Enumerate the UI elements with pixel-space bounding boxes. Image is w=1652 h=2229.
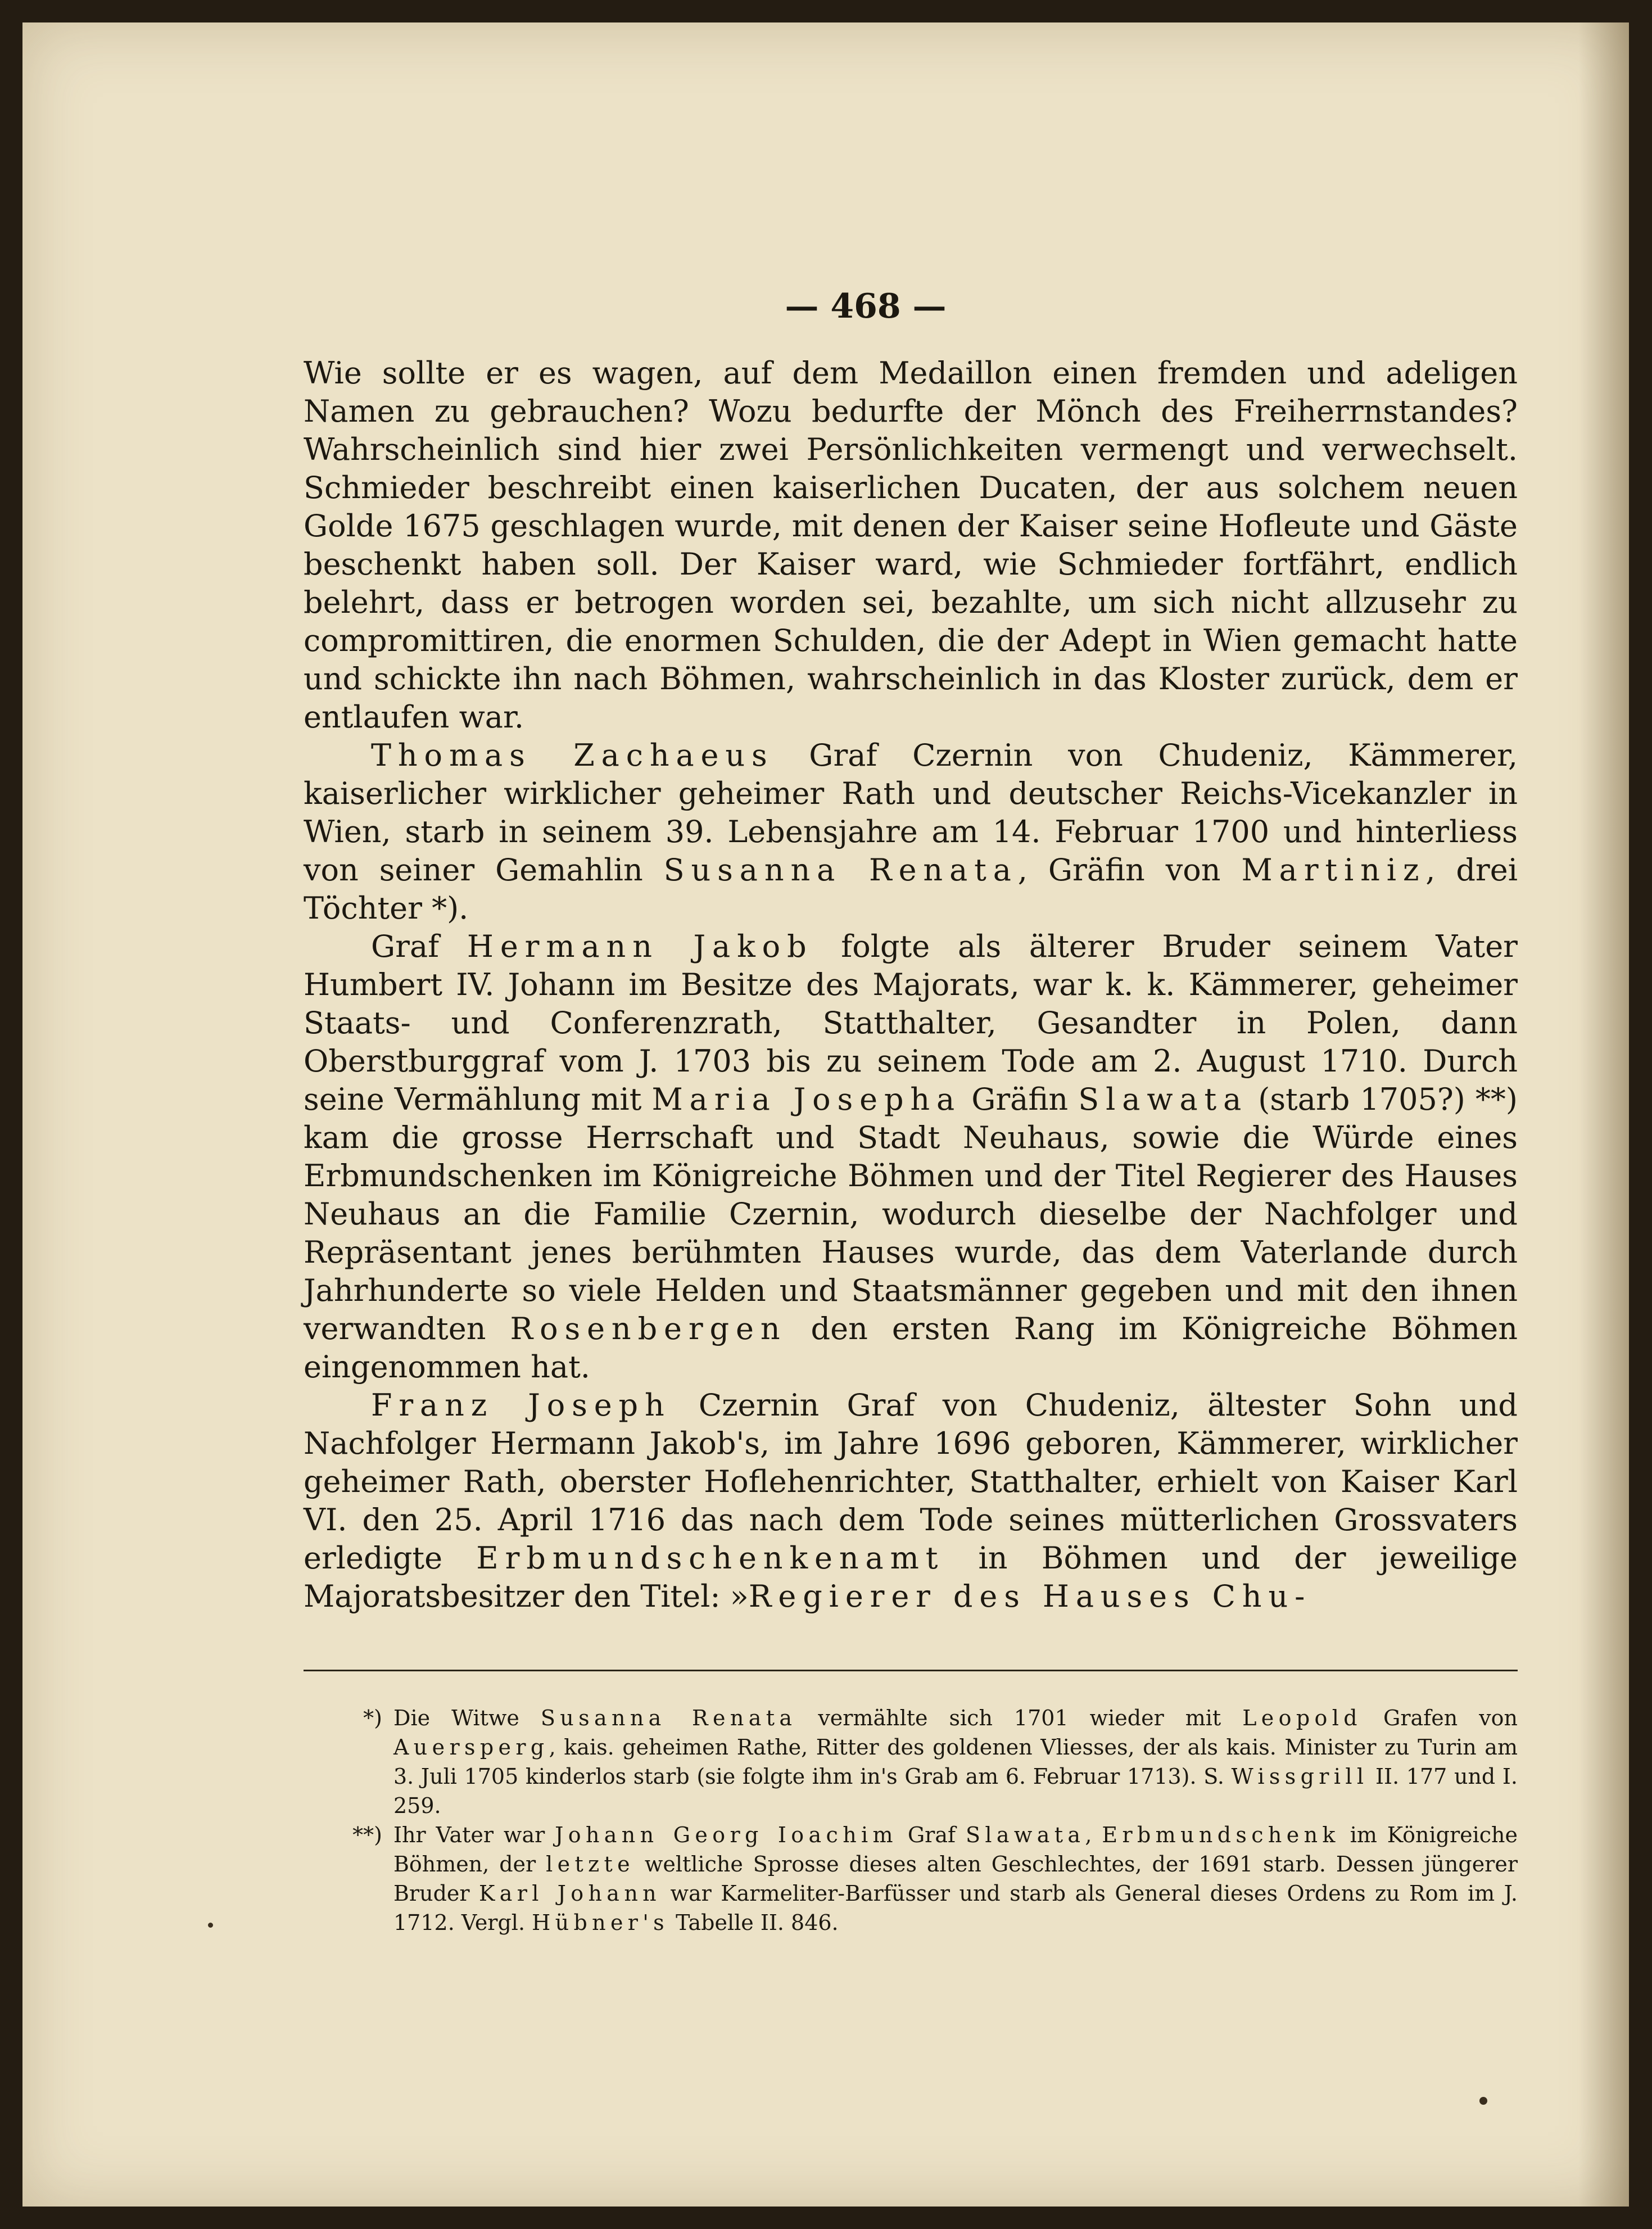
paragraph-4: Franz Joseph Czernin Graf von Chudeniz, ältester Sohn und Nachfolger Hermann Jakob's, im Jahre 1696 geboren, Kämmerer, wirklicher geheimer Rath, oberster Hoflehenrichter, Statthalter, erhielt von Kaiser Karl VI. den 25. April 1716 das nach dem Tode seines mütterlichen Grossvaters erledigte Erbmundschenkenamt in Böhmen und der jeweilige Majoratsbesitzer den Titel: »Regierer des Hauses Chu-	[304, 1387, 1518, 1614]
footnote-1	[304, 1703, 1518, 1820]
paper-speck	[1479, 2097, 1487, 2105]
person-name: Maria Josepha	[651, 1082, 962, 1117]
family-name: Rosenbergen	[510, 1311, 787, 1346]
footnote-2	[304, 1820, 1518, 1937]
book-page	[22, 22, 1629, 2207]
office-name: Erbmundschenkenamt	[476, 1540, 945, 1576]
paragraph-1: Wie sollte er es wagen, auf dem Medaillon einen fremden und adeligen Namen zu gebrauchen? Wozu bedurfte der Mönch des Freiherrnstandes? Wahrscheinlich sind hier zwei Persönlichkeiten vermengt und verwechselt. Schmieder beschreibt einen kaiserlichen Ducaten, der aus solchem neuen Golde 1675 geschlagen wurde, mit denen der Kaiser seine Hofleute und Gäste beschenkt haben soll. Der Kaiser ward, wie Schmieder fortfährt, endlich belehrt, dass er betrogen worden sei, bezahlte, um sich nicht allzusehr zu compromittiren, die enormen Schulden, die der Adept in Wien gemacht hatte und schickte ihn nach Böhmen, wahrscheinlich in das Kloster zurück, dem er entlaufen war.	[304, 355, 1518, 735]
footnote-mark: **)	[352, 1823, 382, 1847]
family-name: Martiniz	[1241, 852, 1426, 888]
title-quote: Regierer des Hauses Chu-	[748, 1579, 1312, 1614]
person-name: Franz Joseph	[371, 1387, 671, 1423]
footnote-text: Ihr Vater war Johann Georg Ioachim Graf Slawata, Erbmundschenk im Königreiche Böhmen, der letzte weltliche Sprosse dieses alten Geschlechtes, der 1691 starb. Dessen jüngerer Bruder Karl Johann war Karmeliter-Barfüsser und starb als General dieses Ordens zu Rom im J. 1712. Vergl. Hübner's Tabelle II. 846.	[393, 1823, 1518, 1935]
person-name: Hermann Jakob	[467, 929, 813, 964]
footnote-text: Die Witwe Susanna Renata vermählte sich 1701 wieder mit Leopold Grafen von Auersperg, kais. geheimen Rathe, Ritter des goldenen Vliesses, der als kais. Minister zu Turin am 3. Juli 1705 kinderlos starb (sie folgte ihm in's Grab am 6. Februar 1713). S. Wissgrill II. 177 und I. 259.	[393, 1706, 1518, 1818]
paragraph-3: Graf Hermann Jakob folgte als älterer Bruder seinem Vater Humbert IV. Johann im Besitze des Majorats, war k. k. Kämmerer, geheimer Staats- und Conferenzrath, Statthalter, Gesandter in Polen, dann Oberstburggraf vom J. 1703 bis zu seinem Tode am 2. August 1710. Durch seine Vermählung mit Maria Josepha Gräfin Slawata (starb 1705?) **) kam die grosse Herrschaft und Stadt Neuhaus, sowie die Würde eines Erbmundschenken im Königreiche Böhmen und der Titel Regierer des Hauses Neuhaus an die Familie Czernin, wodurch dieselbe der Nachfolger und Repräsentant jenes berühmten Hauses wurde, das dem Vaterlande durch Jahrhunderte so viele Helden und Staatsmänner gegeben und mit den ihnen verwandten Rosenbergen den ersten Rang im Königreiche Böhmen eingenommen hat.	[304, 929, 1518, 1385]
person-name: Susanna Renata	[663, 852, 1018, 888]
person-name: Thomas Zachaeus	[371, 738, 774, 773]
page-number: — 468 —	[785, 287, 947, 326]
family-name: Slawata	[1078, 1082, 1248, 1117]
gutter-shadow	[1578, 22, 1629, 2207]
paper-speck	[208, 1923, 213, 1928]
paragraph-2: Thomas Zachaeus Graf Czernin von Chudeniz, Kämmerer, kaiserlicher wirklicher geheimer Rath und deutscher Reichs-Vicekanzler in Wien, starb in seinem 39. Lebensjahre am 14. Februar 1700 und hinterliess von seiner Gemahlin Susanna Renata, Gräfin von Martiniz, drei Töchter *).	[304, 738, 1518, 926]
footnote-mark: *)	[363, 1706, 382, 1730]
footnote-rule	[304, 1670, 1518, 1671]
main-text	[304, 354, 1518, 1616]
footnotes	[304, 1703, 1518, 1937]
